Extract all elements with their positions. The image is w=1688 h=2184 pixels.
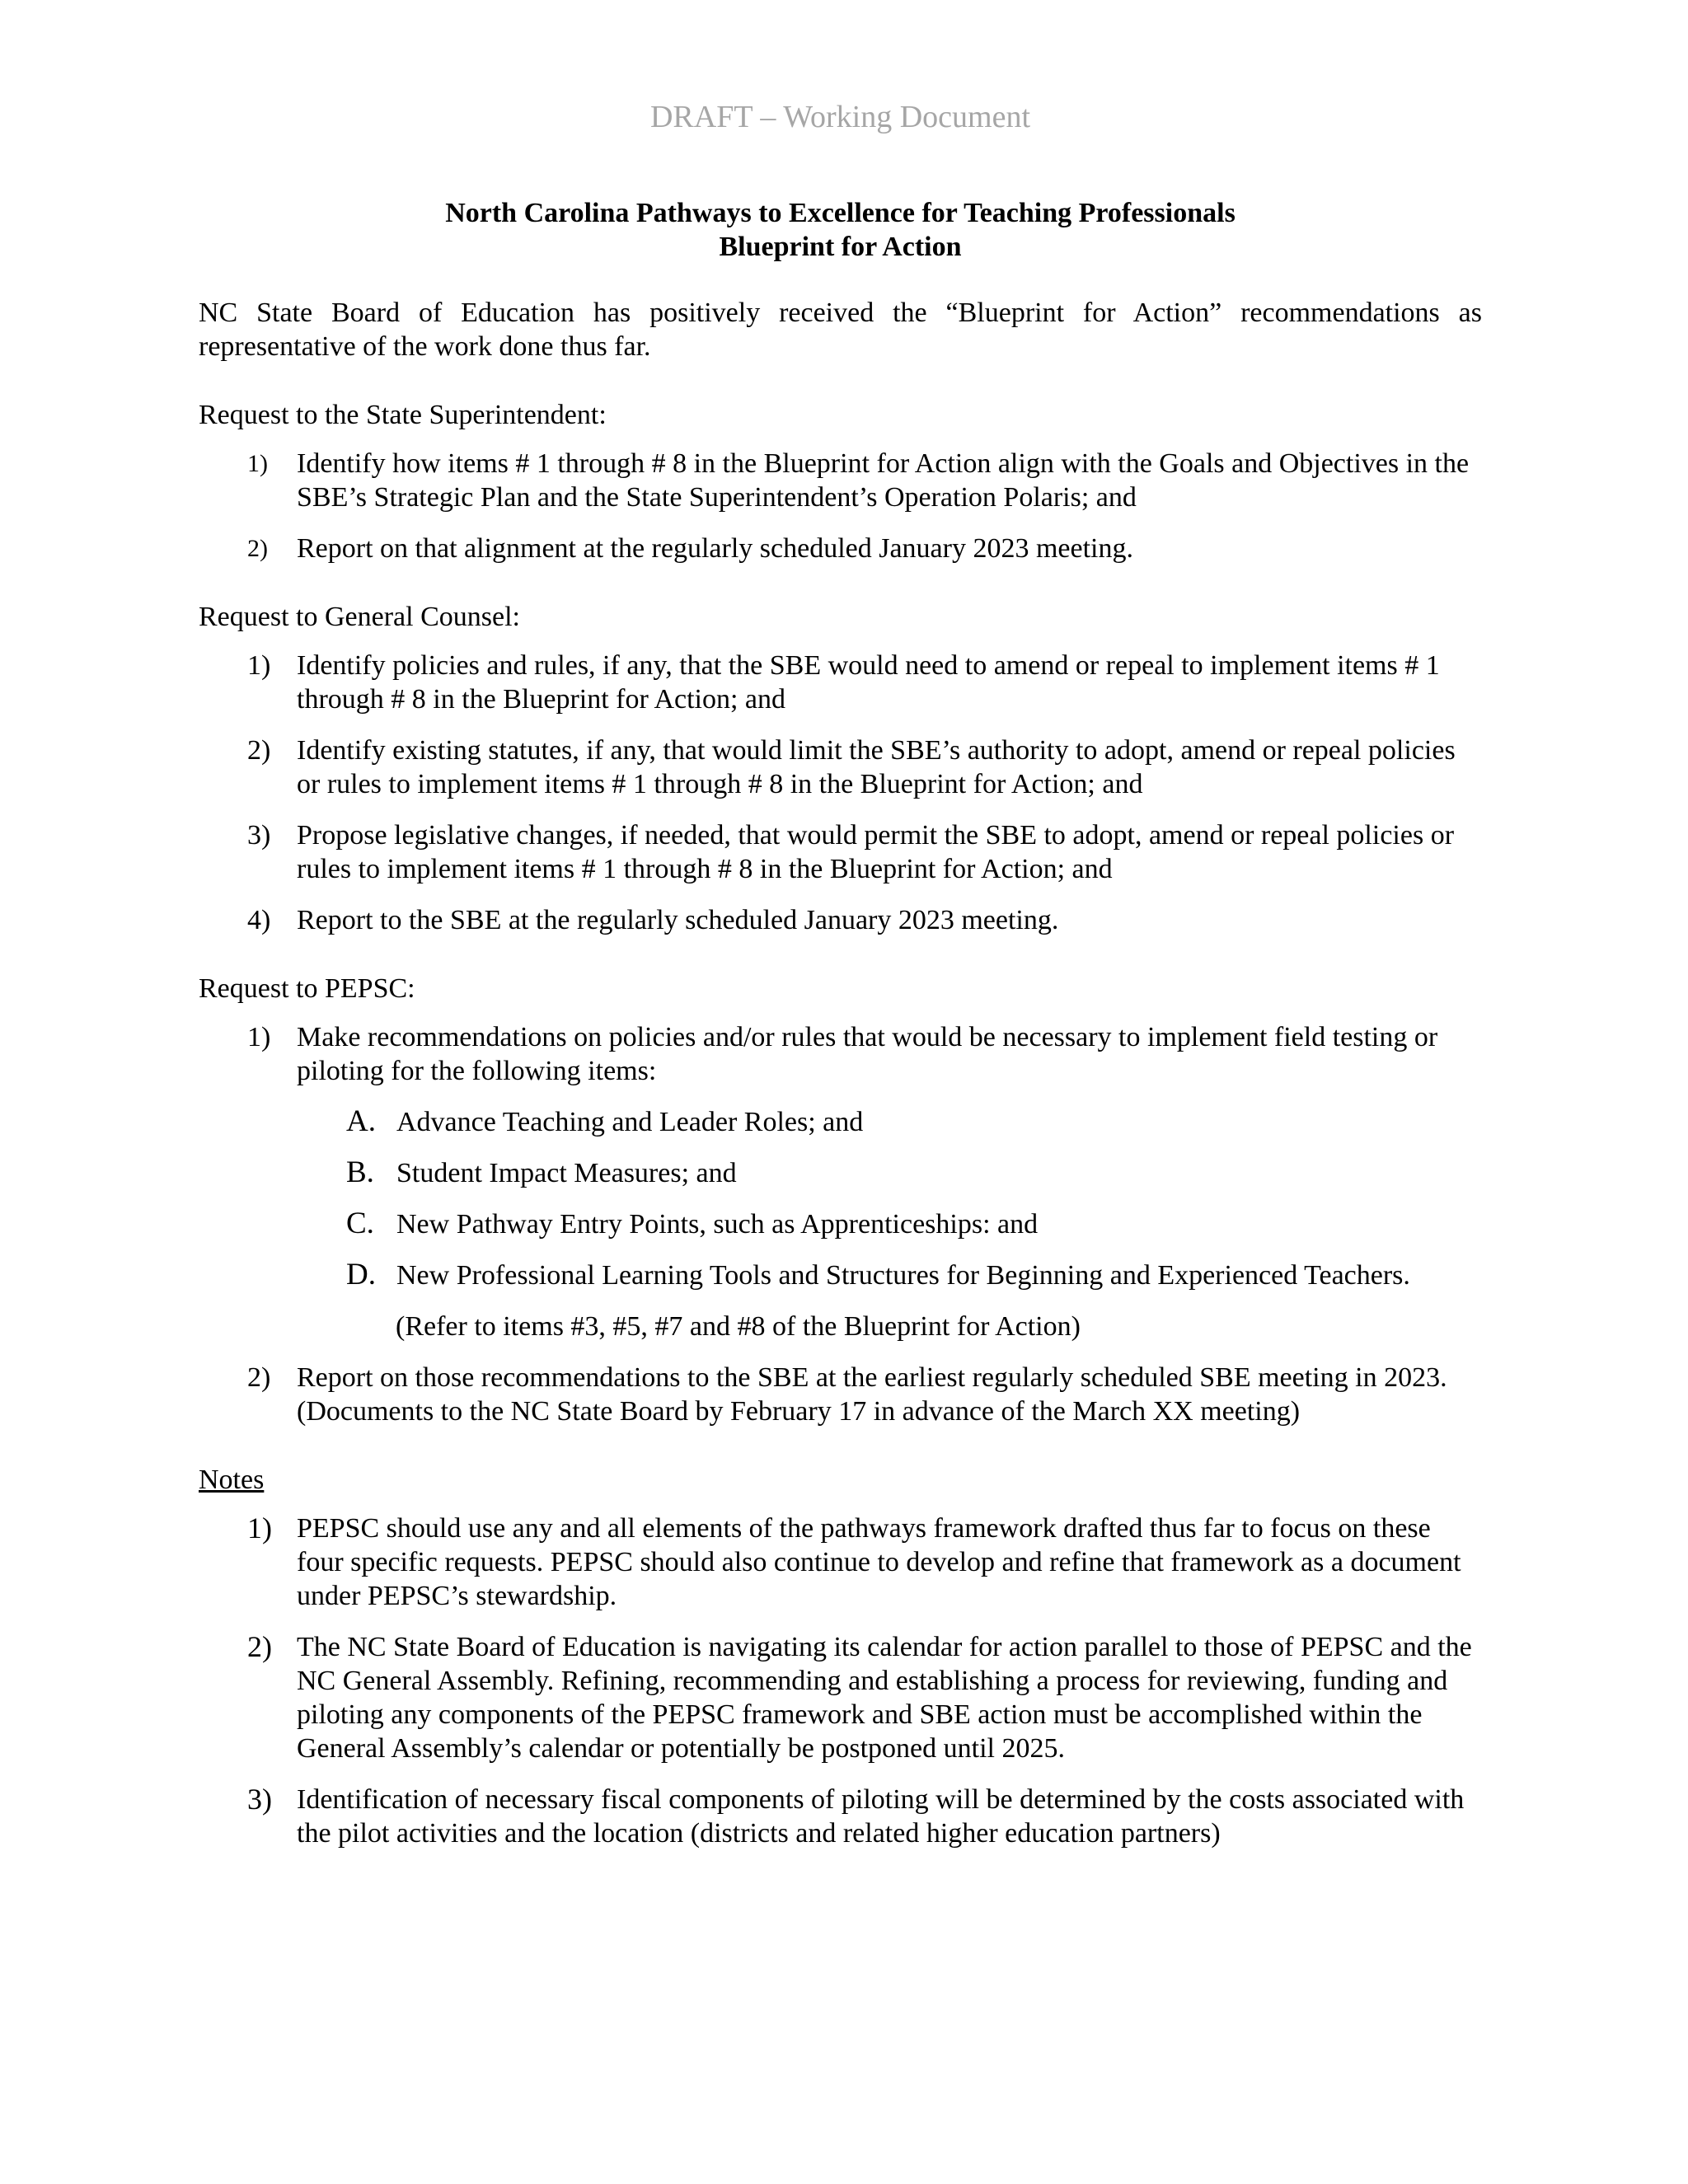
list-item xyxy=(199,1361,1482,1428)
draft-watermark: DRAFT – Working Document xyxy=(649,100,1031,134)
list-marker: 4) xyxy=(247,905,271,935)
list-item xyxy=(199,1630,1482,1765)
list-item xyxy=(199,532,1482,565)
list-item-text: Identify policies and rules, if any, that the SBE would need to amend or repeal to implement items # 1 through # 8 in the Blueprint for Action; and xyxy=(297,650,1440,715)
list-item-text: Report on that alignment at the regularly scheduled January 2023 meeting. xyxy=(297,533,1133,564)
list-item-text: The NC State Board of Education is navigating its calendar for action parallel to those of PEPSC and the NC General Assembly. Refining, recommending and establishing a process for reviewing, funding and piloting any components of the PEPSC framework and SBE action must be accomplished within the General Assembly’s calendar or potentially be postponed until 2025. xyxy=(297,1632,1472,1764)
sublist-item-text: Advance Teaching and Leader Roles; and xyxy=(396,1107,864,1137)
list-item-text: Make recommendations on policies and/or rules that would be necessary to implement field testing or piloting for the following items: xyxy=(297,1022,1438,1086)
list-item-text: PEPSC should use any and all elements of the pathways framework drafted thus far to focus on these four specific requests. PEPSC should also continue to develop and refine that framework as a document under PEPSC’s stewardship. xyxy=(297,1513,1461,1611)
list-item xyxy=(199,1783,1482,1850)
sublist-marker: D. xyxy=(346,1258,376,1291)
superintendent-list xyxy=(199,447,1482,565)
list-item-text: Report to the SBE at the regularly scheduled January 2023 meeting. xyxy=(297,905,1059,935)
list-marker: 2) xyxy=(247,1362,271,1393)
counsel-heading: Request to General Counsel: xyxy=(199,602,520,632)
superintendent-heading: Request to the State Superintendent: xyxy=(199,400,607,430)
sublist-item-text: New Pathway Entry Points, such as Apprenticeships: and xyxy=(396,1209,1039,1240)
notes-list xyxy=(199,1511,1482,1850)
sublist-item xyxy=(199,1258,1482,1292)
list-item-text: Identification of necessary fiscal components of piloting will be determined by the costs associated with the pilot activities and the location (districts and related higher education partners) xyxy=(297,1784,1465,1849)
title-line-1: North Carolina Pathways to Excellence for Teaching Professionals xyxy=(445,198,1236,228)
list-marker: 1) xyxy=(247,1511,272,1544)
list-marker: 3) xyxy=(247,1783,272,1816)
sublist-marker: C. xyxy=(346,1207,374,1240)
notes-heading: Notes xyxy=(199,1465,265,1495)
title-line-2: Blueprint for Action xyxy=(719,232,962,262)
list-marker: 2) xyxy=(247,535,268,562)
counsel-list xyxy=(199,649,1482,937)
sublist-item xyxy=(199,1207,1482,1241)
list-marker: 1) xyxy=(247,450,268,477)
list-item-text: Identify existing statutes, if any, that would limit the SBE’s authority to adopt, amend or repeal policies or rules to implement items # 1 through # 8 in the Blueprint for Action; and xyxy=(297,735,1456,799)
refer-note: (Refer to items #3, #5, #7 and #8 of the Blueprint for Action) xyxy=(396,1311,1081,1342)
intro-paragraph: NC State Board of Education has positively received the “Blueprint for Action” recommendations as representative of the work done thus far. xyxy=(199,298,1482,362)
sublist-marker: B. xyxy=(346,1155,374,1189)
list-item-text: Report on those recommendations to the SBE at the earliest regularly scheduled SBE meeting in 2023. (Documents to the NC State Board by February 17 in advance of the March XX meeting) xyxy=(297,1362,1447,1427)
list-item xyxy=(199,733,1482,801)
list-item xyxy=(199,649,1482,716)
document-title xyxy=(199,196,1482,264)
sublist-marker: A. xyxy=(346,1104,376,1138)
list-item-text: Propose legislative changes, if needed, that would permit the SBE to adopt, amend or repeal policies or rules to implement items # 1 through # 8 in the Blueprint for Action; and xyxy=(297,820,1455,884)
pepsc-list xyxy=(199,1020,1482,1428)
list-marker: 2) xyxy=(247,1630,272,1663)
list-item-text: Identify how items # 1 through # 8 in the Blueprint for Action align with the Goals and Objectives in the SBE’s Strategic Plan and the State Superintendent’s Operation Polaris; and xyxy=(297,448,1470,513)
pepsc-heading: Request to PEPSC: xyxy=(199,973,415,1004)
sublist-item-text: Student Impact Measures; and xyxy=(396,1158,737,1188)
sublist-item-text: New Professional Learning Tools and Structures for Beginning and Experienced Teachers. xyxy=(396,1260,1410,1291)
list-item xyxy=(199,447,1482,514)
list-marker: 2) xyxy=(247,735,271,766)
sublist-item xyxy=(199,1105,1482,1139)
list-item xyxy=(199,1511,1482,1613)
list-marker: 3) xyxy=(247,820,271,851)
list-marker: 1) xyxy=(247,650,271,681)
sublist-item xyxy=(199,1156,1482,1190)
list-item xyxy=(199,903,1482,937)
list-marker: 1) xyxy=(247,1022,271,1052)
list-item xyxy=(199,1020,1482,1343)
list-item xyxy=(199,818,1482,886)
pepsc-sublist xyxy=(297,1105,1482,1292)
